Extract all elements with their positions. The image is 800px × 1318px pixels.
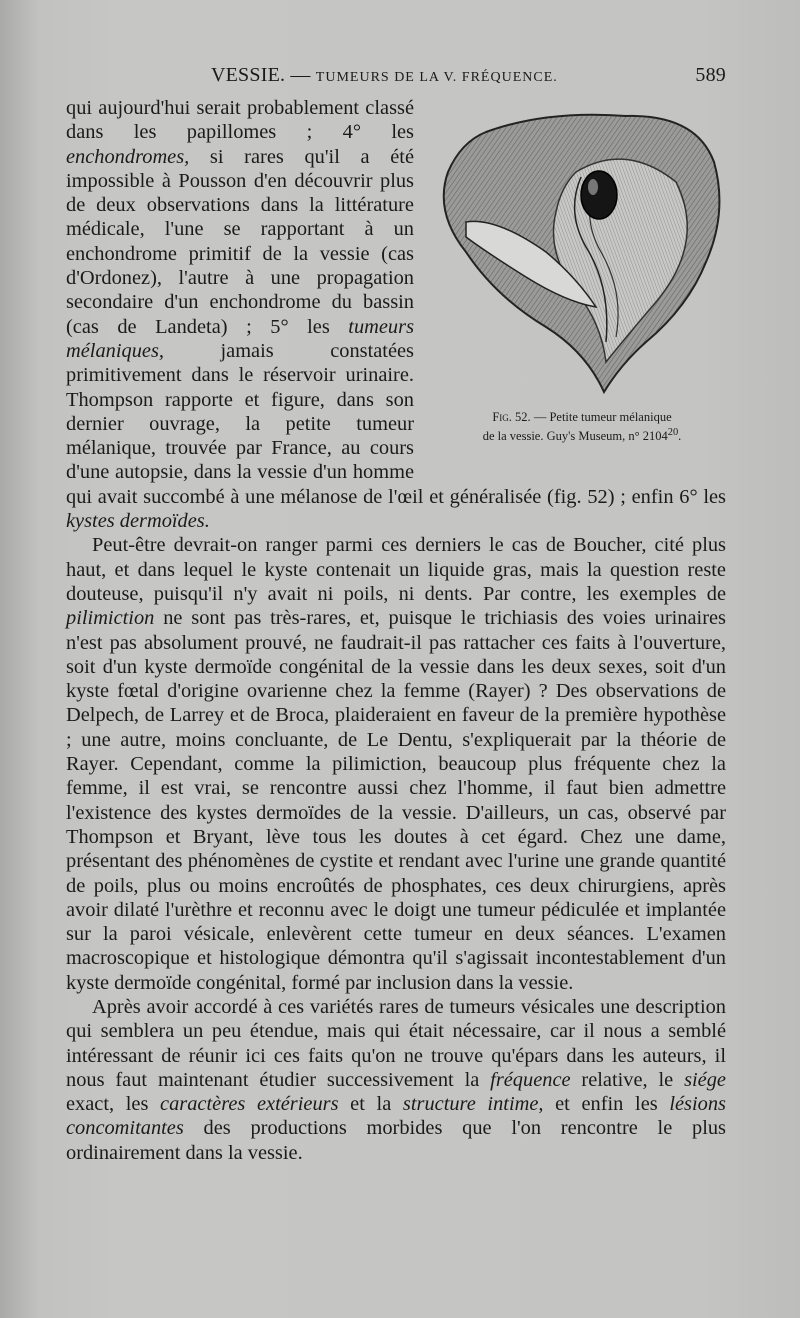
header-title: VESSIE. — TUMEURS DE LA V. FRÉQUENCE. xyxy=(211,64,558,86)
figure-label: Fig. 52. xyxy=(492,410,531,424)
page-number: 589 xyxy=(695,64,726,86)
paragraph-2: Peut-être devrait-on ranger parmi ces derniers le cas de Boucher, cité plus haut, et dans lequel le kyste contenait un liquide gras, mais la question reste douteuse, puisqu'il n'y avait ni poils, ni dents. Par contre, les exemples de pilimiction ne sont pas très-rares, et, puisque le trichiasis des voies urinaires n'est pas absolument prouvé, ne faudrait-il pas rattacher ces faits à l'ouverture, soit d'un kyste dermoïde congénital de la vessie dans les deux sexes, soit d'un kyste fœtal d'origine ovarienne chez la femme (Rayer) ? Des observations de Delpech, de Larrey et de Broca, plaideraient en faveur de la première hypothèse ; une autre, moins concluante, de Le Dentu, s'expliquerait par la théorie de Rayer. Cependant, comme la pilimiction, beaucoup plus fréquente chez la femme, il est vrai, se rencontre aussi chez l'homme, il faut bien admettre l'existence des kystes dermoïdes de la vessie. D'ailleurs, un cas, observé par Thompson et Bryant, lève tous les doutes à cet égard. Chez une dame, présentant des phénomènes de cystite et rendant avec l'urine une grande quantité de poils, plus ou moins encroûtés de phosphates, ces deux chirurgiens, après avoir dilaté l'urèthre et reconnu avec le doigt une tumeur pédiculée et implantée sur la paroi vésicale, enlevèrent cette tumeur en deux séances. L'examen macroscopique et histologique démontra qu'il s'agissait incontestablement d'un kyste dermoïde congénital, formé par inclusion dans la vessie. xyxy=(66,534,726,994)
paragraph-3: Après avoir accordé à ces variétés rares de tumeurs vésicales une description qui semblera un peu étendue, mais qui était nécessaire, car il nous a semblé intéressant de réunir ici ces faits qu'on ne trouve qu'épars dans les auteurs, il nous faut maintenant étudier successivement la fréquence relative, le siége exact, les caractères extérieurs et la structure intime, et enfin les lésions concomitantes des productions morbides que l'on rencontre le plus ordinairement dans la vessie. xyxy=(66,995,726,1164)
melanic-tumor-illustration xyxy=(426,102,726,402)
body-text xyxy=(66,96,726,1165)
paragraph-1: qui aujourd'hui serait probablement classé dans les papillomes ; 4° les enchondromes, si rares qu'il a été impossible à Pousson d'en découvrir plus de deux observations dans la littérature médicale, l'une se rapportant à un enchondrome primitif de la vessie (cas d'Ordonez), l'autre à une propagation secondaire d'un enchondrome du bassin (cas de Landeta) ; 5° les tumeurs mélaniques, jamais constatées primitivement dans le réservoir urinaire. Thompson rapporte et figure, dans son dernier ouvrage, la petite tumeur mélanique, trouvée par France, au cours d'une autopsie, dans la vessie d'un homme qui avait succombé à une mélanose de l'œil et généralisée (fig. 52) ; enfin 6° les kystes dermoïdes. xyxy=(66,97,726,533)
figure-caption: Fig. 52. — Petite tumeur mélanique de la vessie. Guy's Museum, n° 2104$^{20}$. xyxy=(482,410,682,444)
figure-52 xyxy=(426,102,726,462)
running-header xyxy=(66,64,726,90)
